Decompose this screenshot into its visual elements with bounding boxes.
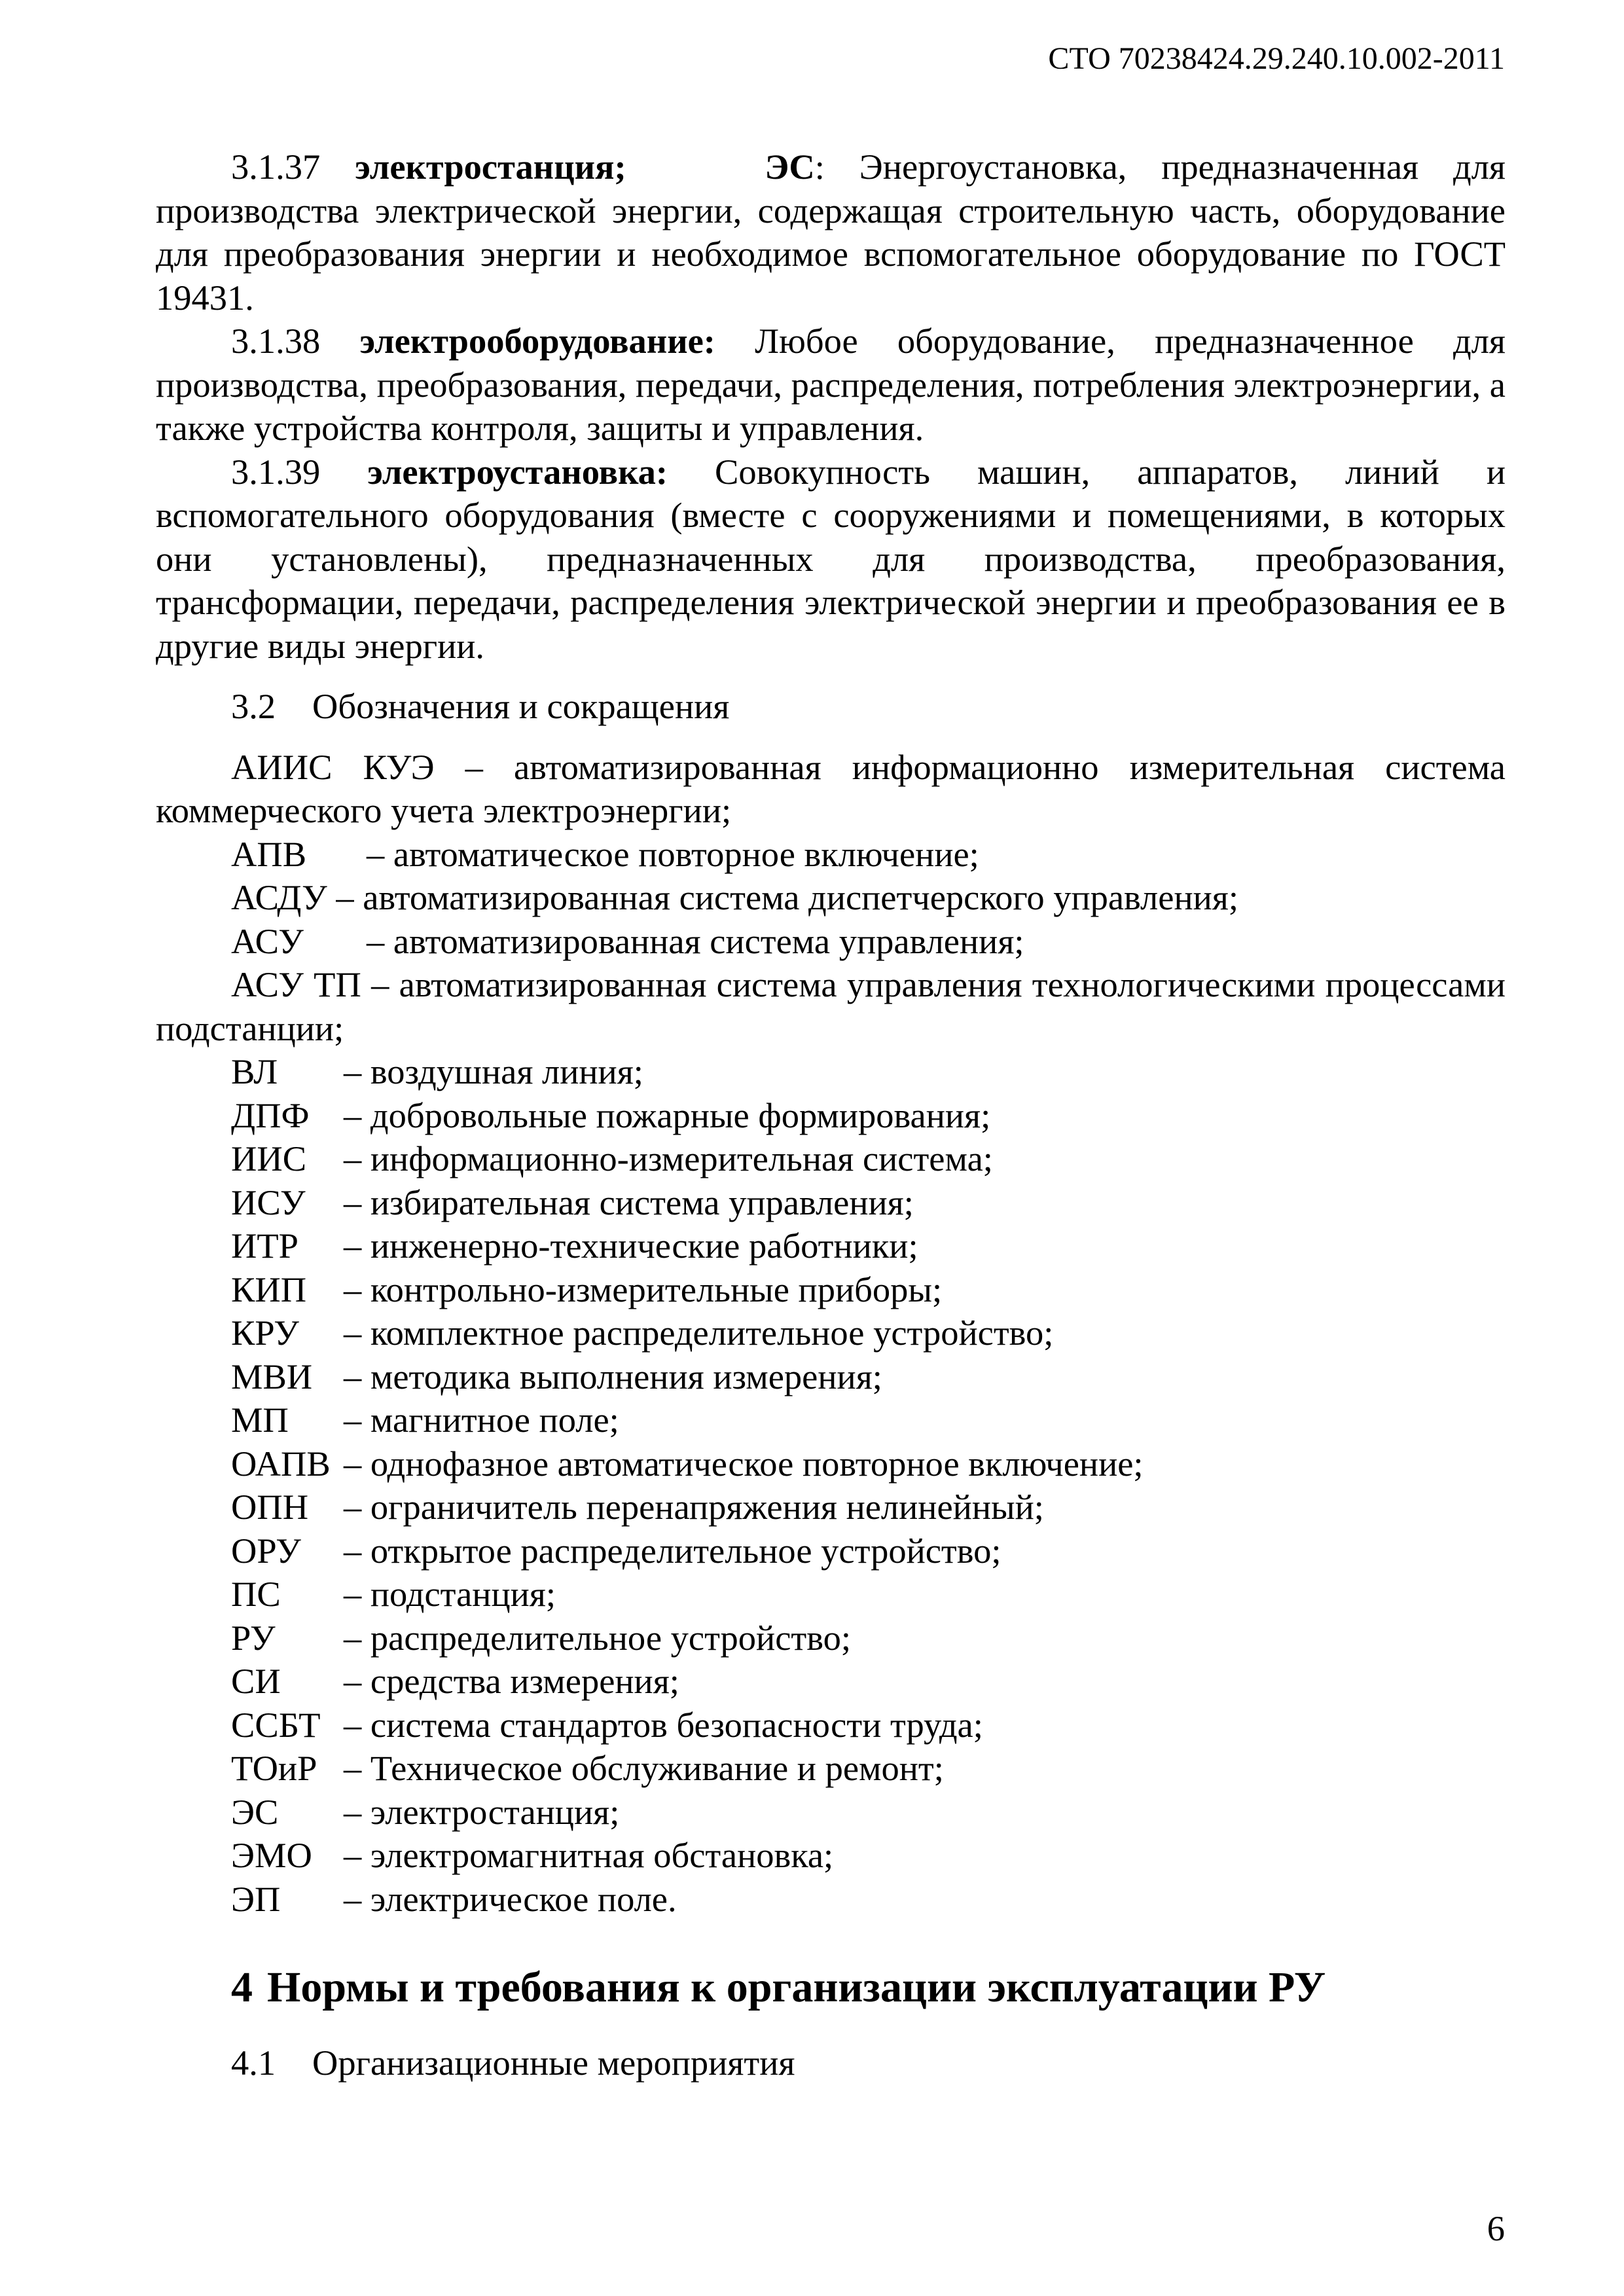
abbreviation-row: [156, 1704, 1506, 1747]
abbr-code: ТОиР: [231, 1748, 317, 1788]
abbr-code: ЭП: [231, 1878, 281, 1919]
abbr-text: – магнитное поле;: [344, 1400, 619, 1440]
abbr-code: ДПФ: [231, 1095, 310, 1135]
abbreviation-row: [156, 1573, 1506, 1616]
abbr-text: – Техническое обслуживание и ремонт;: [344, 1748, 944, 1788]
abbr-code: СИ: [231, 1661, 281, 1701]
abbr-code: РУ: [231, 1617, 276, 1658]
page-content: [156, 145, 1506, 2085]
definition-number: 3.1.38: [231, 321, 321, 361]
section-heading-4: [156, 1961, 1506, 2014]
definition-term: электроустановка:: [367, 451, 668, 492]
abbr-text: – инженерно-технические работники;: [344, 1226, 918, 1266]
abbr-code: ВЛ: [231, 1051, 278, 1091]
abbreviation-row: [156, 1660, 1506, 1704]
abbr-text: – ограничитель перенапряжения нелинейный;: [344, 1487, 1044, 1527]
abbr-text: – автоматическое повторное включение;: [367, 833, 979, 874]
abbr-code: ИИС: [231, 1139, 307, 1178]
abbreviation-row: [156, 1529, 1506, 1573]
abbr-code: КРУ: [231, 1313, 299, 1353]
definition-3-1-38: [156, 319, 1506, 450]
abbreviation-row: [156, 1050, 1506, 1094]
abbr-code: ОПН: [231, 1487, 309, 1527]
abbreviation-row: [156, 1224, 1506, 1268]
definition-3-1-39: [156, 450, 1506, 668]
abbr-asdu: АСДУ – автоматизированная система диспетчерского управления;: [231, 877, 1238, 917]
abbreviation-row: [156, 1747, 1506, 1791]
subsection-title: Организационные мероприятия: [312, 2043, 795, 2083]
subsection-number: 4.1: [231, 2043, 276, 2083]
abbr-text: – открытое распределительное устройство;: [344, 1530, 1001, 1571]
definition-text: Совокупность машин, аппаратов, линий и вспомогательного оборудования (вместе с сооружениями и помещениями, в которых они установлены), предназначенных для производства, преобразования, трансформации, передачи, распределения электрической энергии и преобразования ее в другие виды энергии.: [156, 451, 1506, 666]
abbreviation-row: [156, 1137, 1506, 1181]
abbreviation-row: [156, 1616, 1506, 1660]
abbr-apv: [156, 833, 1506, 877]
abbreviation-row: [156, 1355, 1506, 1399]
subsection-number: 3.2: [231, 686, 276, 726]
abbr-text: – электростанция;: [344, 1791, 620, 1832]
section-title: Нормы и требования к организации эксплуатации РУ: [267, 1963, 1326, 2011]
definition-abbr: ЭС: [765, 147, 815, 187]
abbr-text: – однофазное автоматическое повторное включение;: [344, 1443, 1144, 1484]
abbreviation-row: [156, 1442, 1506, 1486]
section-number: 4: [231, 1963, 253, 2011]
abbr-code: ЭМО: [231, 1835, 312, 1875]
abbr-text: – электромагнитная обстановка;: [344, 1835, 834, 1875]
definition-3-1-37: [156, 145, 1506, 319]
abbr-text: – методика выполнения измерения;: [344, 1356, 882, 1396]
abbr-text: – добровольные пожарные формирования;: [344, 1095, 991, 1135]
abbr-asu-tp: АСУ ТП – автоматизированная система управления технологическими процессами подстанции;: [156, 964, 1506, 1048]
abbr-code: ИТР: [231, 1226, 298, 1266]
abbr-code: МВИ: [231, 1356, 313, 1396]
abbr-code: ПС: [231, 1574, 281, 1614]
abbr-text: – воздушная линия;: [344, 1051, 643, 1091]
subsection-heading-3-2: [156, 685, 1506, 729]
abbr-code: ОАПВ: [231, 1443, 331, 1484]
abbr-code: КИП: [231, 1269, 307, 1309]
abbr-text: – электрическое поле.: [344, 1878, 677, 1919]
abbr-aiis-kue: АИИС КУЭ – автоматизированная информационно измерительная система коммерческого учета электроэнергии;: [156, 746, 1506, 830]
abbr-text: – средства измерения;: [344, 1661, 679, 1701]
abbreviation-row: [156, 1878, 1506, 1922]
abbr-text: – избирательная система управления;: [344, 1182, 914, 1222]
abbreviations-list: [156, 1050, 1506, 1921]
definition-text: Энергоустановка, предназначенная для производства электрической энергии, содержащая строительную часть, оборудование для преобразования энергии и необходимое вспомогательное оборудование по ГОСТ 19431.: [156, 147, 1506, 318]
abbr-code: АСУ: [231, 920, 304, 961]
document-code: СТО 70238424.29.240.10.002-2011: [1048, 41, 1505, 76]
abbr-text: – распределительное устройство;: [344, 1617, 851, 1658]
abbr-code: МП: [231, 1400, 289, 1440]
abbr-text: – контрольно-измерительные приборы;: [344, 1269, 943, 1309]
abbr-code: ИСУ: [231, 1182, 306, 1222]
abbr-text: – система стандартов безопасности труда;: [344, 1704, 983, 1745]
abbr-text: – комплектное распределительное устройство;: [344, 1313, 1054, 1353]
abbr-code: ОРУ: [231, 1530, 301, 1571]
abbreviation-row: [156, 1485, 1506, 1529]
abbr-code: ССБТ: [231, 1704, 321, 1745]
definition-term: электрооборудование:: [359, 321, 715, 361]
abbreviation-row: [156, 1834, 1506, 1878]
abbreviation-row: [156, 1094, 1506, 1138]
subsection-heading-4-1: [156, 2041, 1506, 2085]
abbr-text: – подстанция;: [344, 1574, 556, 1614]
abbr-code: ЭС: [231, 1791, 279, 1832]
definition-term: электростанция;: [355, 147, 626, 187]
abbreviation-row: [156, 1268, 1506, 1312]
definition-text: Любое оборудование, предназначенное для производства, преобразования, передачи, распределения, потребления электроэнергии, а также устройства контроля, защиты и управления.: [156, 321, 1506, 448]
abbreviation-row: [156, 1398, 1506, 1442]
definition-number: 3.1.37: [231, 147, 321, 187]
definition-separator: :: [814, 147, 825, 187]
abbreviation-row: [156, 1311, 1506, 1355]
abbr-text: – автоматизированная система управления;: [367, 920, 1024, 961]
abbreviation-row: [156, 1181, 1506, 1225]
abbr-text: – информационно-измерительная система;: [344, 1139, 993, 1178]
page-number: 6: [1487, 2208, 1505, 2248]
abbreviation-row: [156, 1791, 1506, 1834]
subsection-title: Обозначения и сокращения: [312, 686, 730, 726]
abbr-code: АПВ: [231, 833, 307, 874]
abbr-asu: [156, 920, 1506, 964]
definition-number: 3.1.39: [231, 451, 321, 492]
